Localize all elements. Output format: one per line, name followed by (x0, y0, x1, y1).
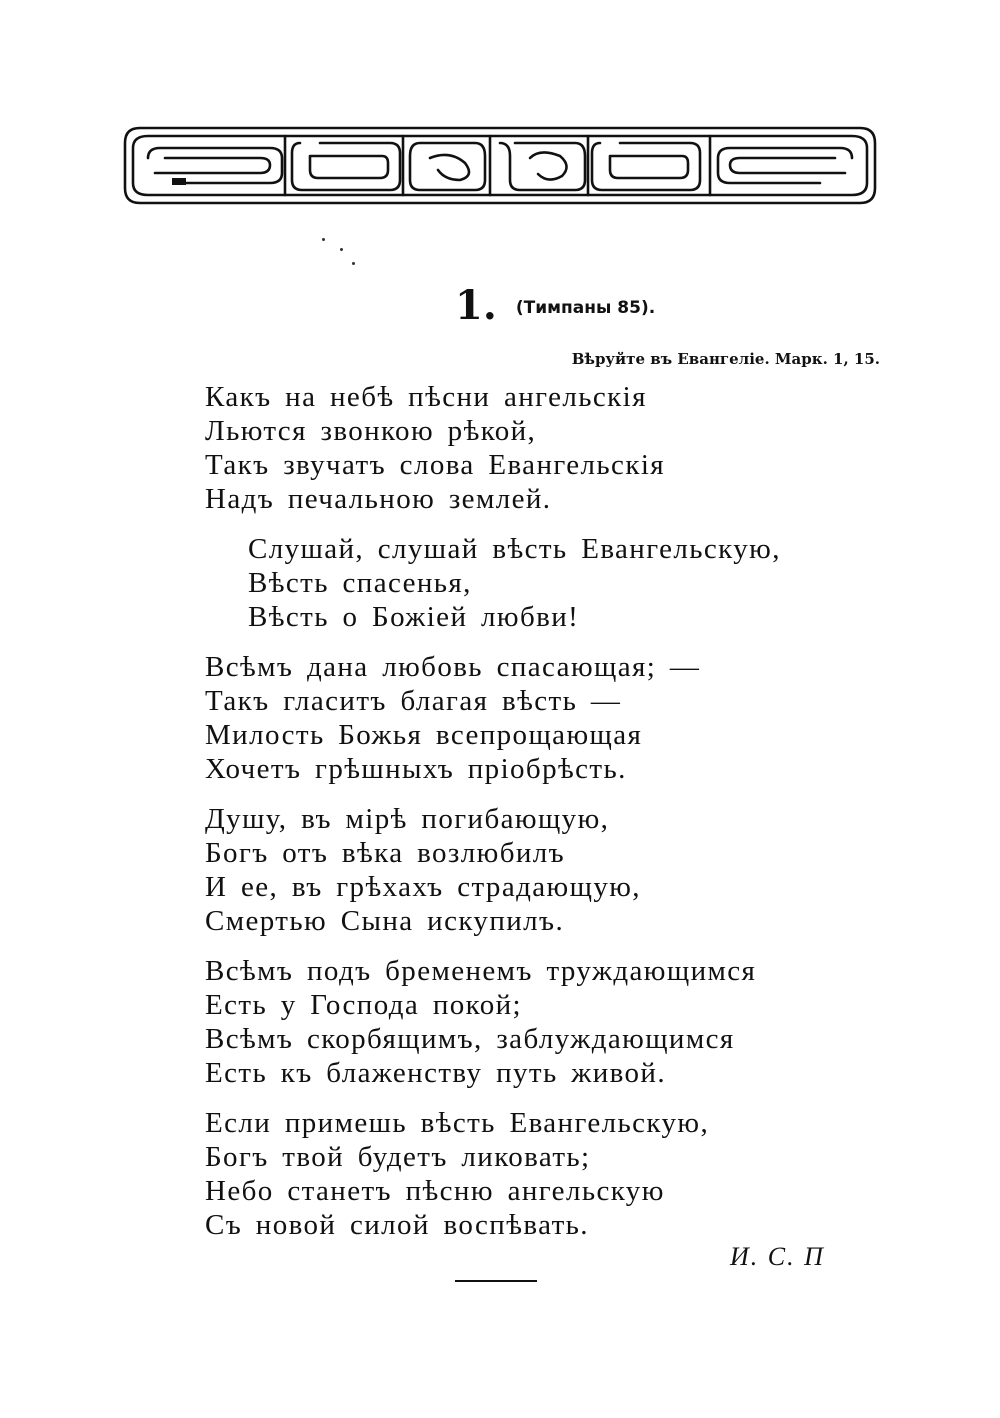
decorative-headpiece-ornament (120, 118, 880, 213)
verse-line: Всѣмъ скорбящимъ, заблуждающимся (205, 1023, 735, 1055)
verse-line: Богъ твой будетъ ликовать; (205, 1141, 591, 1173)
verse-line: И ее, въ грѣхахъ страдающую, (205, 871, 641, 903)
verse-line: Слушай, слушай вѣсть Евангельскую, (248, 533, 781, 565)
end-rule-divider (455, 1280, 537, 1282)
print-speck (352, 262, 355, 265)
stanza-4 (205, 954, 781, 1090)
verse-line: Какъ на небѣ пѣсни ангельскія (205, 381, 647, 413)
verse-line: Небо станетъ пѣсню ангельскую (205, 1175, 665, 1207)
verse-line: Душу, въ мірѣ погибающую, (205, 803, 610, 835)
chorus (248, 532, 781, 634)
verse-line: Хочетъ грѣшныхъ пріобрѣсть. (205, 753, 627, 785)
verse-line: Льются звонкою рѣкой, (205, 415, 537, 447)
stanza-3 (205, 802, 781, 938)
stanza-5 (205, 1106, 781, 1242)
print-speck (340, 248, 343, 251)
verse-line: Надъ печальною землей. (205, 483, 552, 515)
stanza-2 (205, 650, 781, 786)
verse-line: Всѣмъ дана любовь спасающая; — (205, 651, 701, 683)
verse-line: Смертью Сына искупилъ. (205, 905, 565, 937)
hymn-header (455, 282, 655, 329)
verse-line: Вѣсть о Божіей любви! (248, 601, 580, 633)
verse-line: Такъ звучатъ слова Евангельскія (205, 449, 666, 481)
print-speck (322, 238, 325, 241)
verse-line: Богъ отъ вѣка возлюбилъ (205, 837, 566, 869)
hymn-number: 1. (455, 282, 497, 329)
verse-line: Если примешь вѣсть Евангельскую, (205, 1107, 710, 1139)
stanza-1 (205, 380, 781, 516)
scripture-epigraph: Вѣруйте въ Евангеліе. Марк. 1, 15. (571, 350, 880, 368)
hymn-tune-reference: (Тимпаны 85). (515, 298, 656, 318)
verse-line: Вѣсть спасенья, (248, 567, 472, 599)
author-initials: И. С. П (730, 1242, 825, 1271)
verse-line: Такъ гласитъ благая вѣсть — (205, 685, 622, 717)
verse-line: Милость Божья всепрощающая (205, 719, 643, 751)
verse-line: Всѣмъ подъ бременемъ труждающимся (205, 955, 757, 987)
verse-line: Съ новой силой воспѣвать. (205, 1209, 589, 1241)
verse-line: Есть къ блаженству путь живой. (205, 1057, 666, 1089)
verse-line: Есть у Господа покой; (205, 989, 522, 1021)
hymn-text (205, 380, 781, 1258)
